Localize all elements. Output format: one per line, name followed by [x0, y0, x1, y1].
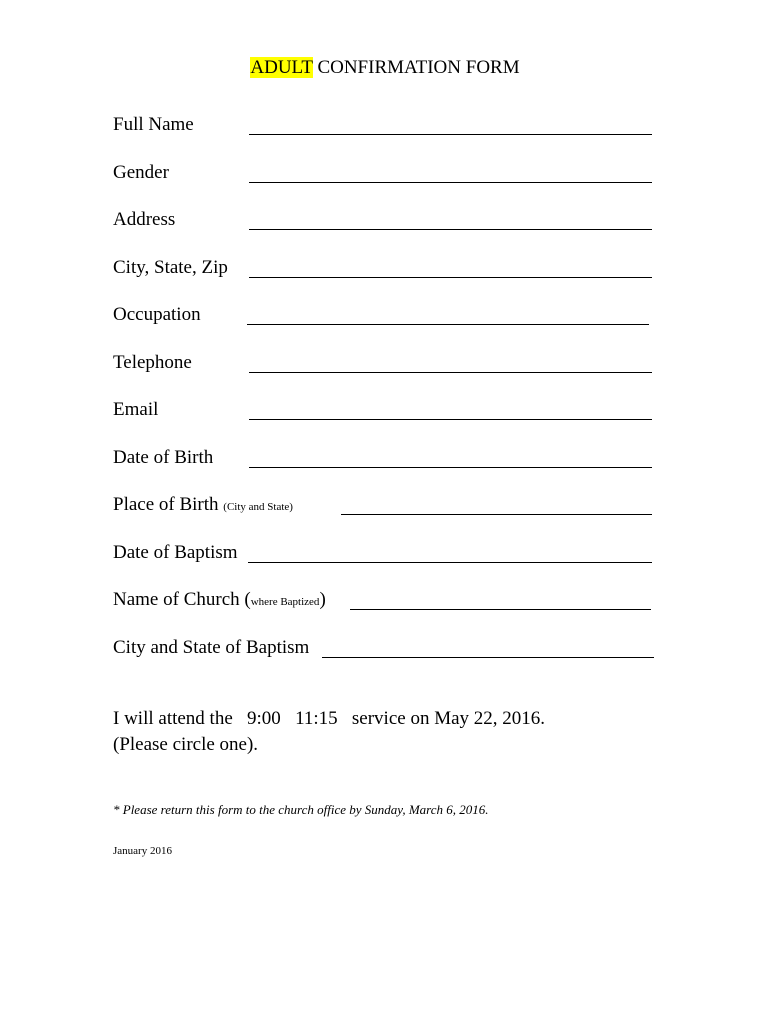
- field-row-place-of-birth: [113, 492, 293, 518]
- field-label: Name of Church (: [113, 589, 251, 610]
- field-label: Address: [113, 209, 176, 230]
- field-label-suffix: ): [319, 589, 326, 610]
- field-row-address: [113, 207, 175, 233]
- footer-date: January 2016: [113, 845, 172, 857]
- service-instruction: (Please circle one).: [113, 734, 259, 755]
- service-selection: [113, 706, 545, 732]
- return-note: * Please return this form to the church office by Sunday, March 6, 2016.: [113, 802, 489, 817]
- field-label: Telephone: [113, 352, 192, 373]
- name-of-church-line[interactable]: [350, 609, 651, 610]
- field-row-date-of-birth: [113, 445, 213, 471]
- field-row-telephone: [113, 350, 192, 376]
- city-state-baptism-line[interactable]: [322, 657, 654, 658]
- field-row-occupation: [113, 302, 201, 328]
- field-label: Gender: [113, 162, 169, 183]
- email-line[interactable]: [249, 419, 652, 420]
- title-highlight: ADULT: [250, 57, 313, 78]
- gender-line[interactable]: [249, 182, 652, 183]
- field-row-date-of-baptism: [113, 540, 238, 566]
- field-label: Date of Baptism: [113, 542, 238, 563]
- city-state-zip-line[interactable]: [249, 277, 652, 278]
- field-row-email: [113, 397, 158, 423]
- place-of-birth-line[interactable]: [341, 514, 652, 515]
- field-label: Date of Birth: [113, 447, 214, 468]
- occupation-line[interactable]: [247, 324, 649, 325]
- date-of-baptism-line[interactable]: [248, 562, 652, 563]
- field-row-name-of-church: [113, 587, 326, 613]
- service-time-9-00[interactable]: 9:00: [247, 708, 281, 729]
- telephone-line[interactable]: [249, 372, 652, 373]
- service-prefix: I will attend the: [113, 708, 233, 729]
- service-time-11-15[interactable]: 11:15: [295, 708, 338, 729]
- date-of-birth-line[interactable]: [249, 467, 652, 468]
- form-title: [0, 56, 770, 80]
- full-name-line[interactable]: [249, 134, 652, 135]
- field-label: City, State, Zip: [113, 257, 228, 278]
- field-label-hint: (City and State): [223, 501, 293, 513]
- field-row-gender: [113, 160, 169, 186]
- field-label: Place of Birth: [113, 494, 219, 515]
- field-label: Email: [113, 399, 159, 420]
- field-row-city-state-zip: [113, 255, 228, 281]
- field-row-city-state-baptism: [113, 635, 309, 661]
- field-label-hint: where Baptized: [250, 596, 320, 608]
- field-label: City and State of Baptism: [113, 637, 310, 658]
- field-label: Occupation: [113, 304, 201, 325]
- field-row-full-name: [113, 112, 194, 138]
- field-label: Full Name: [113, 114, 194, 135]
- service-suffix: service on May 22, 2016.: [351, 708, 546, 729]
- title-rest: CONFIRMATION FORM: [312, 57, 520, 78]
- address-line[interactable]: [249, 229, 652, 230]
